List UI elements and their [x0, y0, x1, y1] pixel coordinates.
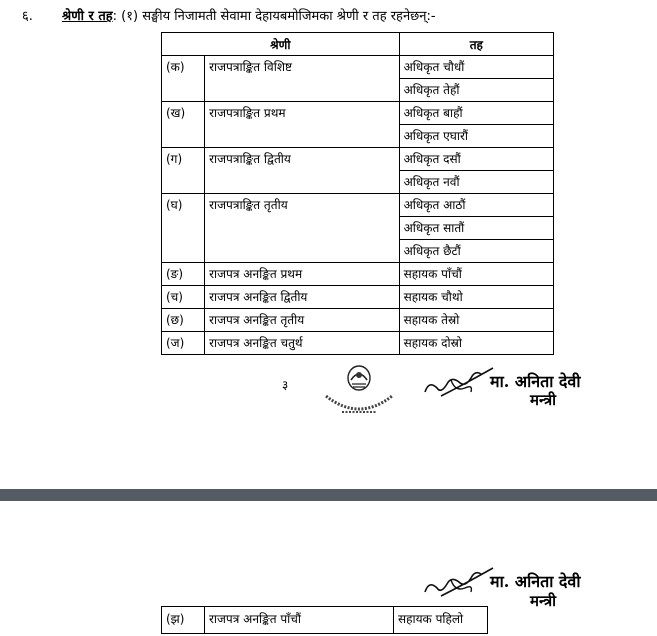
- table-row: [162, 332, 554, 355]
- signature-scribble-2: [421, 562, 497, 602]
- row-shreni: राजपत्राङ्कित द्वितीय: [205, 148, 399, 194]
- signature-scribble: [421, 362, 497, 402]
- table-row: [162, 309, 554, 332]
- row-serial: (क): [162, 56, 205, 102]
- row-tah: अधिकृत सातौं: [399, 217, 553, 240]
- row-shreni: राजपत्र अनङ्कित द्वितीय: [205, 286, 399, 309]
- table-row: [162, 148, 554, 171]
- section-number: ६.: [22, 9, 33, 24]
- page-number: ३: [282, 378, 289, 392]
- row-tah: अधिकृत चौधौं: [399, 56, 553, 79]
- header-tah: तह: [399, 33, 553, 56]
- minister-name-2: मा. अनिता देवी: [490, 572, 581, 591]
- row-tah: अधिकृत दसौं: [399, 148, 553, 171]
- row-tah: सहायक चौथो: [399, 286, 553, 309]
- row-tah: सहायक दोस्रो: [399, 332, 553, 355]
- row-shreni: राजपत्र अनङ्कित चतुर्थ: [205, 332, 399, 355]
- table-row: [162, 102, 554, 125]
- row-tah: अधिकृत नवौं: [399, 171, 553, 194]
- row-tah: अधिकृत बाहौं: [399, 102, 553, 125]
- row-tah: सहायक पहिलो: [394, 607, 488, 634]
- page-divider: [0, 489, 657, 501]
- table-row: [162, 56, 554, 79]
- row-tah: अधिकृत एघारौं: [399, 125, 553, 148]
- table-row: [162, 286, 554, 309]
- section-title: श्रेणी र तह: [62, 9, 113, 24]
- table-row: [162, 194, 554, 217]
- minister-name: मा. अनिता देवी: [490, 372, 581, 391]
- government-seal: [320, 362, 398, 420]
- row-tah: अधिकृत छैटौं: [399, 240, 553, 263]
- minister-title-2: मन्त्री: [530, 592, 557, 610]
- section-text: : (१) सङ्घीय निजामती सेवामा देहायबमोजिमका श्रेणी र तह रहनेछन्:-: [112, 9, 436, 24]
- row-serial: (झ): [162, 607, 205, 634]
- row-tah: अधिकृत आठौं: [399, 194, 553, 217]
- row-tah: सहायक तेस्रो: [399, 309, 553, 332]
- header-shreni: श्रेणी: [162, 33, 400, 56]
- grade-table: [161, 32, 554, 355]
- continued-table: [161, 606, 488, 634]
- section-heading: [22, 6, 436, 24]
- seal-emblem: [348, 366, 370, 390]
- row-shreni: राजपत्राङ्कित विशिष्ट: [205, 56, 399, 102]
- row-tah: सहायक पाँचौं: [399, 263, 553, 286]
- row-shreni: राजपत्र अनङ्कित तृतीय: [205, 309, 399, 332]
- row-shreni: राजपत्र अनङ्कित प्रथम: [205, 263, 399, 286]
- row-serial: (ङ): [162, 263, 205, 286]
- row-serial: (घ): [162, 194, 205, 263]
- row-serial: (च): [162, 286, 205, 309]
- row-serial: (ख): [162, 102, 205, 148]
- table-row: [162, 607, 488, 634]
- table-row: [162, 263, 554, 286]
- row-shreni: राजपत्राङ्कित तृतीय: [205, 194, 399, 263]
- row-serial: (ग): [162, 148, 205, 194]
- row-serial: (ज): [162, 332, 205, 355]
- row-shreni: राजपत्राङ्कित प्रथम: [205, 102, 399, 148]
- row-shreni: राजपत्र अनङ्कित पाँचौं: [205, 607, 394, 634]
- row-serial: (छ): [162, 309, 205, 332]
- minister-title: मन्त्री: [530, 391, 557, 409]
- row-tah: अधिकृत तेहौं: [399, 79, 553, 102]
- table-header-row: [162, 33, 554, 56]
